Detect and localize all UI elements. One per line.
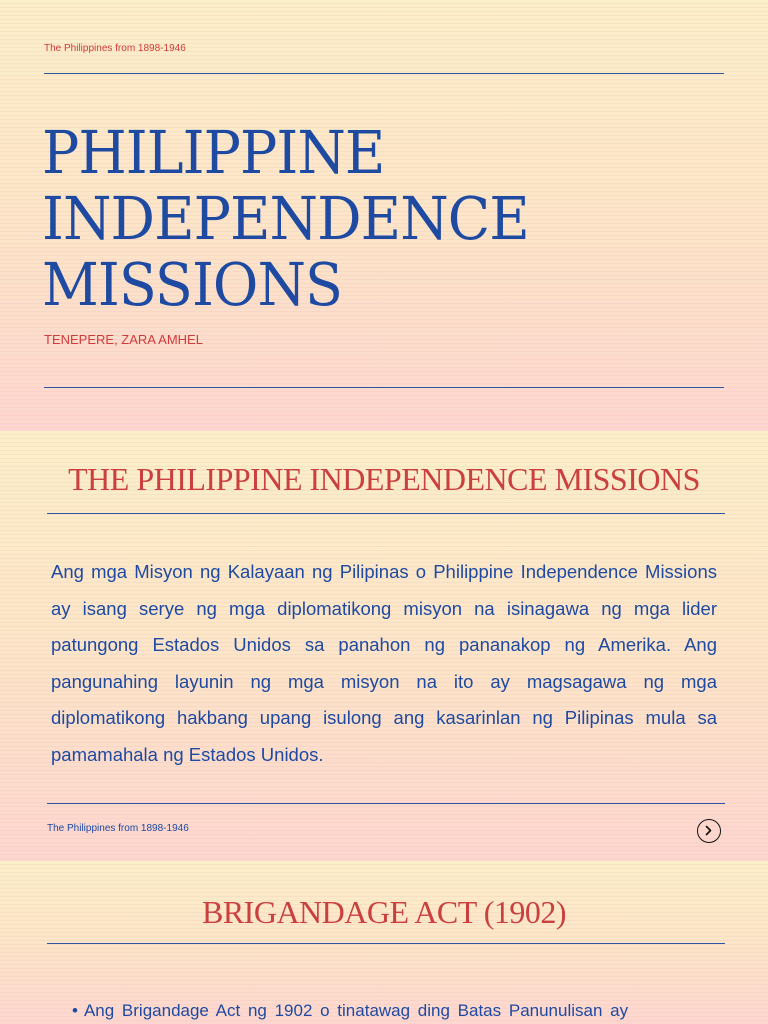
intro-slide — [0, 431, 768, 861]
bullet-marker: • — [72, 1001, 78, 1020]
body-paragraph: Ang mga Misyon ng Kalayaan ng Pilipinas o Philippine Independence Missions ay isang serye ng mga diplomatikong misyon na isinagawa ng mga lider patungong Estados Unidos sa panahon ng pananakop ng Amerika. Ang pangunahing layunin ng mga misyon na ito ay magsagawa ng mga diplomatikong hakbang upang isulong ang kasarinlan ng Pilipinas mula sa pamamahala ng Estados Unidos. — [51, 561, 717, 765]
heading-divider — [47, 943, 725, 944]
brigandage-act-slide — [0, 861, 768, 1024]
title-line: MISSIONS — [42, 250, 343, 319]
section-heading: THE PHILIPPINE INDEPENDENCE MISSIONS — [68, 461, 700, 497]
heading-divider — [47, 513, 725, 514]
slide-header-text: The Philippines from 1898-1946 — [44, 43, 186, 54]
bullet-item — [72, 1001, 718, 1021]
footer-divider — [47, 803, 725, 804]
slide-footer-text: The Philippines from 1898-1946 — [47, 823, 189, 834]
header-divider — [44, 73, 724, 74]
author-name: TENEPERE, ZARA AMHEL — [44, 332, 203, 347]
chevron-right-icon — [703, 825, 714, 836]
bullet-text: Ang Brigandage Act ng 1902 o tinatawag ding Batas Panunulisan ay — [83, 1001, 629, 1020]
footer-divider — [44, 387, 724, 388]
next-slide-button[interactable] — [697, 819, 721, 843]
title-slide — [0, 0, 768, 431]
page-title — [42, 120, 529, 318]
section-heading: BRIGANDAGE ACT (1902) — [201, 894, 566, 930]
title-line: PHILIPPINE — [42, 118, 385, 187]
title-line: INDEPENDENCE — [42, 184, 529, 253]
